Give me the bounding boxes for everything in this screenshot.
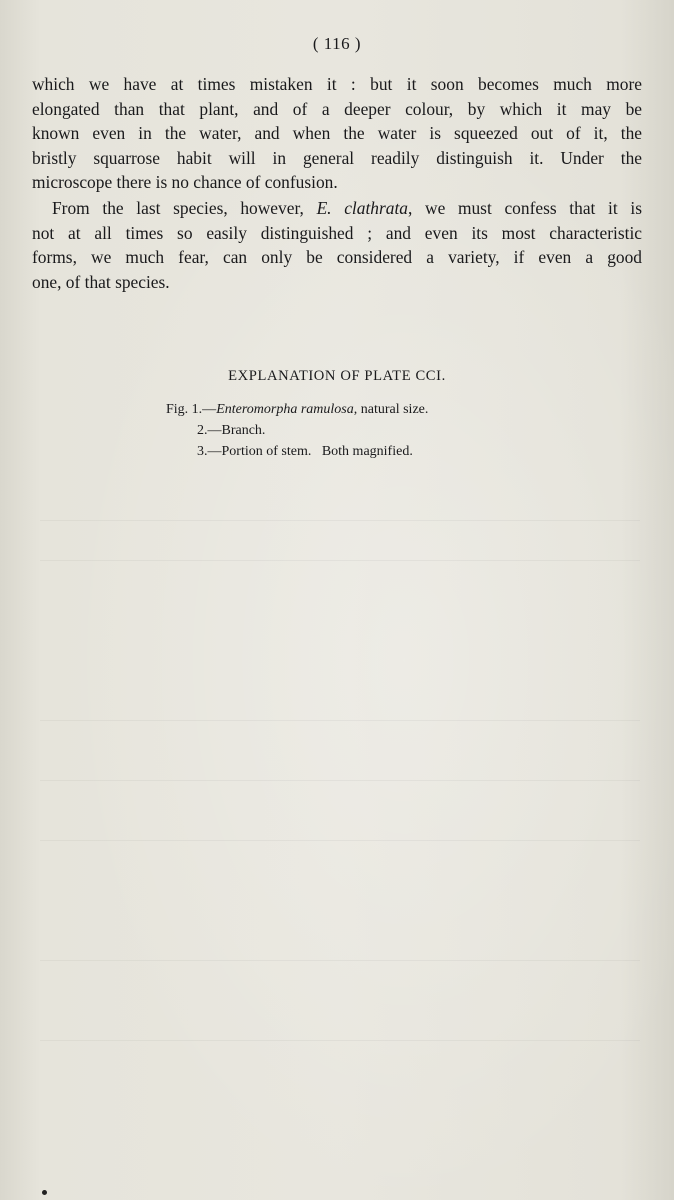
- figure-caption-3: 3.—Portion of stem. Both magnified.: [197, 444, 413, 459]
- show-through-line: [40, 780, 640, 781]
- figure-caption-2: 2.—Branch.: [197, 423, 266, 438]
- show-through-line: [40, 560, 640, 561]
- text-run: , we must confess that it is: [407, 197, 642, 218]
- page-number: ( 116 ): [312, 34, 362, 53]
- text-line: bristly squarrose habit will in general readily distinguish it. Under the: [32, 147, 642, 168]
- species-name: Enteromorpha ramulosa: [216, 402, 354, 417]
- ink-speck: [42, 1190, 47, 1195]
- text-run: From the last species, however,: [52, 197, 317, 218]
- species-name: E. clathrata: [316, 197, 408, 218]
- show-through-line: [40, 960, 640, 961]
- show-through-line: [40, 720, 640, 721]
- show-through-line: [40, 520, 640, 521]
- paragraph-1: [32, 72, 642, 195]
- show-through-line: [40, 1040, 640, 1041]
- figure-captions: [166, 399, 428, 462]
- fig-prefix: Fig. 1.—: [166, 402, 217, 417]
- body-text: [32, 72, 642, 294]
- text-line: forms, we much fear, can only be considered a variety, if even a good: [32, 247, 642, 268]
- figure-caption-1: [166, 399, 428, 420]
- text-line: microscope there is no chance of confusion.: [32, 172, 338, 193]
- text-line: known even in the water, and when the water is squeezed out of it, the: [32, 123, 642, 144]
- text-line: one, of that species.: [32, 271, 170, 292]
- plate-explanation-heading: EXPLANATION OF PLATE CCI.: [228, 368, 446, 384]
- paragraph-2: [32, 196, 642, 294]
- text-line: not at all times so easily distinguished ; and even its most characteristic: [32, 222, 642, 243]
- text-line: elongated than that plant, and of a deeper colour, by which it may be: [32, 98, 642, 119]
- text-line: which we have at times mistaken it : but it soon becomes much more: [32, 74, 642, 94]
- text-line: [32, 196, 642, 221]
- show-through-line: [40, 840, 640, 841]
- fig-text: , natural size.: [353, 402, 429, 417]
